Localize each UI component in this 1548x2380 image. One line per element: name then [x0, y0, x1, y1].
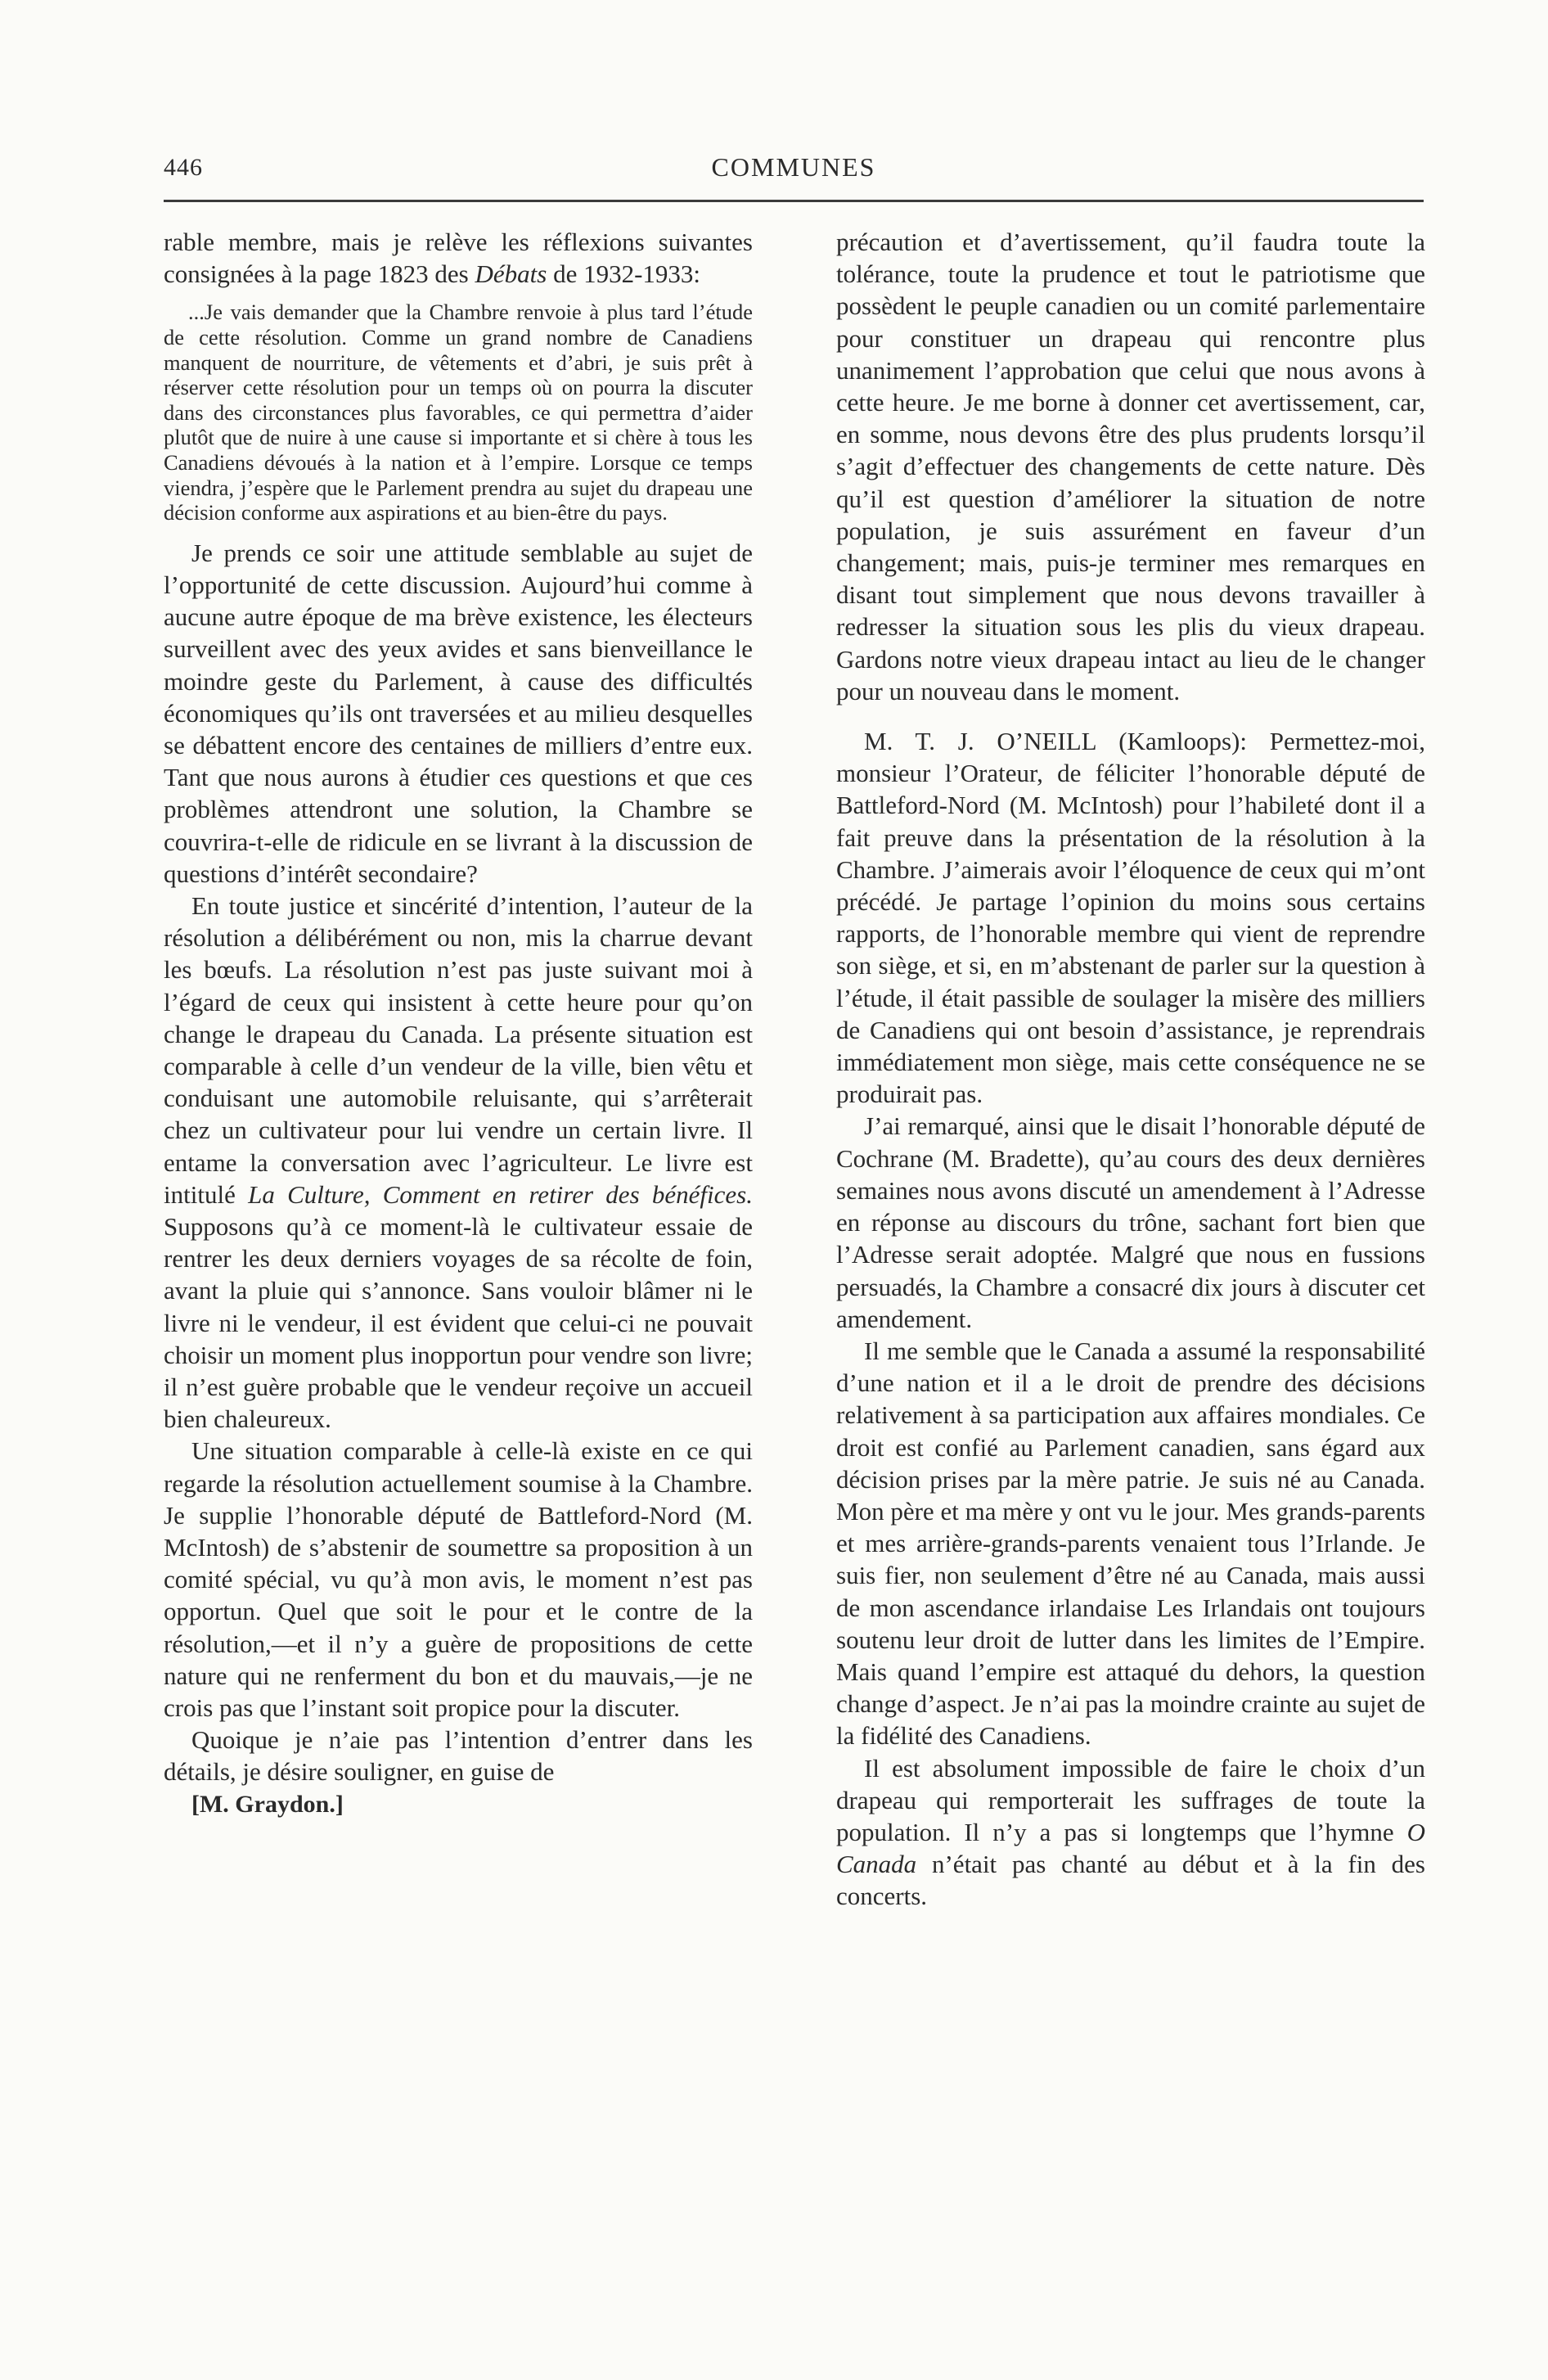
paragraph: Une situation comparable à celle-là existe en ce qui regarde la résolution actuellement soumise à la Chambre. Je supplie l’honorable député de Battleford-Nord (M. McIntosh) de s’abstenir de soumettre sa proposition à un comité spécial, vu qu’à mon avis, le moment n’est pas opportun. Quel que soit le pour et le contre de la résolution,—et il n’y a guère de propositions de cette nature qui ne renferment du bon et du mauvais,—je ne crois pas que l’instant soit propice pour la discuter.: [164, 1436, 753, 1723]
paragraph: [164, 890, 753, 1435]
paragraph-text: rable membre, mais je relève les réflexions suivantes consignées à la page 1823 des: [164, 228, 753, 289]
left-column: [164, 226, 753, 1820]
italic-text: La Culture, Comment en retirer des bénéfices.: [248, 1179, 753, 1209]
paragraph-text: Supposons qu’à ce moment-là le cultivateur essaie de rentrer les deux derniers voyages de sa récolte de foin, avant la pluie qui s’annonce. Sans vouloir blâmer ni le livre ni le vendeur, il est évident que celui-ci ne pouvait choisir un moment plus inopportun pour vendre son livre; il n’est guère probable que le vendeur reçoive un accueil bien chaleureux.: [164, 1212, 753, 1434]
paragraph: J’ai remarqué, ainsi que le disait l’honorable député de Cochrane (M. Bradette), qu’au cours des deux dernières semaines nous avons discuté un amendement à l’Adresse en réponse au discours du trône, sachant fort bien que l’Adresse serait adoptée. Malgré que nous en fussions persuadés, la Chambre a consacré dix jours à discuter cet amendement.: [836, 1111, 1425, 1333]
page-header: [164, 146, 1424, 192]
paragraph-text: Il est absolument impossible de faire le choix d’un drapeau qui remporterait les suffrages de toute la population. Il n’y a pas si longtemps que l’hymne: [836, 1753, 1425, 1846]
paragraph-text: de 1932-1933:: [547, 259, 701, 289]
right-column: [836, 226, 1425, 1913]
header-rule: [164, 200, 1424, 202]
block-quote: ...Je vais demander que la Chambre renvoie à plus tard l’étude de cette résolution. Comme un grand nombre de Canadiens manquent de nourriture, de vêtements et d’abri, je suis prêt à réserver cette résolution pour un temps où on pourra la discuter dans des circonstances plus favorables, ce qui permettra d’aider plutôt que de nuire à une cause si importante et si chère à tous les Canadiens dévoués à la nation et à l’empire. Lorsque ce temps viendra, j’espère que le Parlement prendra au sujet du drapeau une décision conforme aux aspirations et au bien-être du pays.: [164, 300, 753, 525]
paragraph: Il me semble que le Canada a assumé la responsabilité d’une nation et il a le droit de prendre des décisions relativement à sa participation aux affaires mondiales. Ce droit est confié au Parlement canadien, sans égard aux décision prises par la mère patrie. Je suis né au Canada. Mon père et ma mère y ont vu le jour. Mes grands-parents et mes arrière-grands-parents venaient tous l’Irlande. Je suis fier, non seulement d’être né au Canada, mais aussi de mon ascendance irlandaise Les Irlandais ont toujours soutenu leur droit de lutter dans les limites de l’Empire. Mais quand l’empire est attaqué du dehors, la question change d’aspect. Je n’ai pas la moindre crainte au sujet de la fidélité des Canadiens.: [836, 1336, 1425, 1751]
paragraph-text: n’était pas chanté au début et à la fin des concerts.: [836, 1850, 1425, 1911]
paragraph-text: En toute justice et sincérité d’intention, l’auteur de la résolution a délibérément ou non, mis la charrue devant les bœufs. La résolution n’est pas juste suivant moi à l’égard de ceux qui insistent à cette heure pour qu’on change le drapeau du Canada. La présente situation est comparable à celle d’un vendeur de la ville, bien vêtu et conduisant une automobile reluisante, qui s’arrêterait chez un cultivateur pour lui vendre un certain livre. Il entame la conversation avec l’agriculteur. Le livre est intitulé: [164, 890, 753, 1209]
italic-text: Débats: [475, 259, 547, 289]
paragraph: [164, 226, 753, 290]
paragraph: Je prends ce soir une attitude semblable au sujet de l’opportunité de cette discussion. Aujourd’hui comme à aucune autre époque de ma brève existence, les électeurs surveillent avec des yeux avides et sans bienveillance le moindre geste du Parlement, à cause des difficultés économiques qu’ils ont traversées et au milieu desquelles se débattent encore des centaines de milliers d’entre eux. Tant que nous aurons à étudier ces questions et que ces problèmes attendront une solution, la Chambre se couvrira-t-elle de ridicule en se livrant à la discussion de questions d’intérêt secondaire?: [164, 538, 753, 888]
paragraph: Quoique je n’aie pas l’intention d’entrer dans les détails, je désire souligner, en guise de: [164, 1725, 753, 1787]
paragraph: [836, 1752, 1425, 1913]
running-head: COMMUNES: [711, 152, 876, 182]
paragraph: précaution et d’avertissement, qu’il faudra toute la tolérance, toute la prudence et tout le patriotisme que possèdent le peuple canadien ou un comité parlementaire pour constituer un drapeau qui rencontre plus unanimement l’approbation que celui que nous avons à cette heure. Je me borne à donner cet avertissement, car, en somme, nous devons être des plus prudents lorsqu’il s’agit d’effectuer des changements de cette nature. Dès qu’il est question d’améliorer la situation de notre population, je suis assurément en faveur d’un changement; mais, puis-je terminer mes remarques en disant tout simplement que nous devons travailler à redresser la situation sous les plis du vieux drapeau. Gardons notre vieux drapeau intact au lieu de le changer pour un nouveau dans le moment.: [836, 228, 1425, 705]
page-number: 446: [164, 154, 203, 181]
paragraph: M. T. J. O’NEILL (Kamloops): Permettez-moi, monsieur l’Orateur, de féliciter l’honorable député de Battleford-Nord (M. McIntosh) pour l’habileté dont il a fait preuve dans la présentation de la résolution à la Chambre. J’aimerais avoir l’éloquence de ceux qui m’ont précédé. Je partage l’opinion du moins sous certains rapports, de l’honorable membre qui vient de reprendre son siège, et si, en m’abstenant de parler sur la question à l’étude, il était passible de soulager la misère des milliers de Canadiens qui ont besoin d’assistance, je reprendrais immédiatement mon siège, mais cette conséquence ne se produirait pas.: [836, 727, 1425, 1109]
italic-text: O Canada: [836, 1817, 1425, 1879]
speaker-tag: [M. Graydon.]: [191, 1790, 344, 1818]
